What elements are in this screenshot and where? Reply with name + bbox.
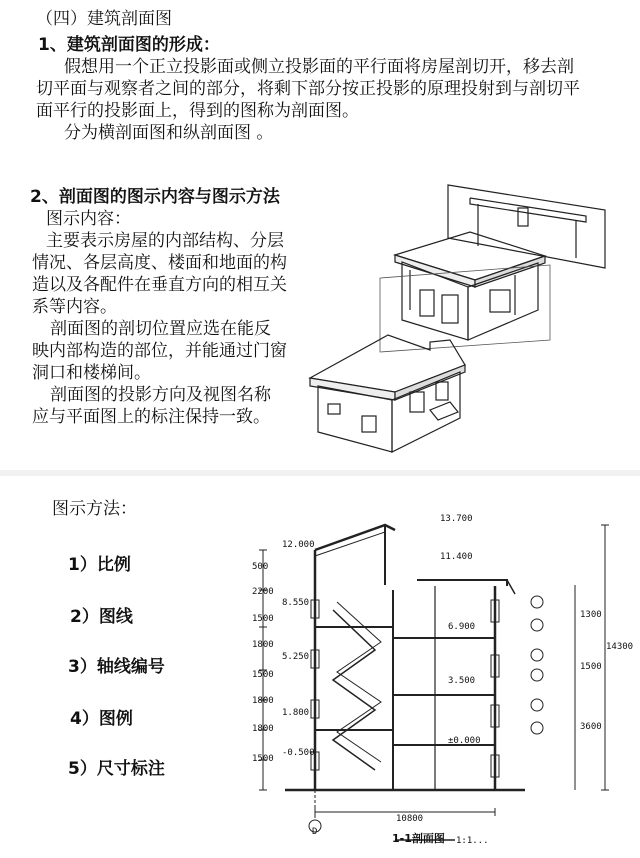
axis-label: D <box>312 827 318 837</box>
bottom-dim-label: 10800 <box>396 814 424 824</box>
dim-label: 1800 <box>252 640 274 650</box>
part1-line: 面平行的投影面上，得到的图称为剖面图。 <box>36 101 359 121</box>
method-item: 1）比例 <box>68 555 131 575</box>
part1-line: 分为横剖面图和纵剖面图 。 <box>64 123 274 143</box>
elevation-label: ±0.000 <box>448 736 481 746</box>
dim-label: 1800 <box>252 724 274 734</box>
part2-line: 系等内容。 <box>32 297 117 317</box>
method-item: 4）图例 <box>70 709 133 729</box>
drawing-caption: 1-1剖面图 <box>392 832 445 845</box>
part2-line: 主要表示房屋的内部结构、分层 <box>46 231 284 251</box>
drawing-scale: 1:1... <box>456 836 489 846</box>
elevation-label: 13.700 <box>440 514 473 524</box>
dim-label: 1500 <box>252 754 274 764</box>
part1-line: 假想用一个正立投影面或侧立投影面的平行面将房屋剖切开，移去剖 <box>64 57 574 77</box>
dim-label: 2200 <box>252 587 274 597</box>
dim-label: 1500 <box>580 662 602 672</box>
part2-line: 情况、各层高度、楼面和地面的构 <box>32 253 287 273</box>
part2-line: 洞口和楼梯间。 <box>32 363 151 383</box>
dim-label: 1500 <box>252 614 274 624</box>
elevation-label: 11.400 <box>440 552 473 562</box>
part2-subheading: 图示内容： <box>46 209 131 229</box>
part2-line: 映内部构造的部位，并能通过门窗 <box>32 341 287 361</box>
method-item: 2）图线 <box>70 607 133 627</box>
total-height-label: 14300 <box>606 642 634 652</box>
bottom-slide <box>0 476 640 858</box>
elevation-label: 8.550 <box>282 598 310 608</box>
methods-title: 图示方法： <box>52 499 137 519</box>
method-item: 5）尺寸标注 <box>68 759 165 779</box>
elevation-label: 5.250 <box>282 652 310 662</box>
dim-label: 1300 <box>580 610 602 620</box>
dim-label: 1500 <box>252 670 274 680</box>
elevation-label: 3.500 <box>448 676 476 686</box>
dim-label: 3600 <box>580 722 602 732</box>
elevation-label: 1.800 <box>282 708 310 718</box>
elevation-label: 6.900 <box>448 622 476 632</box>
elevation-label: -0.500 <box>282 748 315 758</box>
elevation-label: 12.000 <box>282 540 315 550</box>
part2-line: 剖面图的投影方向及视图名称 <box>50 385 271 405</box>
section-title: （四）建筑剖面图 <box>36 9 172 29</box>
part2-line: 造以及各配件在垂直方向的相互关 <box>32 275 287 295</box>
part2-line: 剖面图的剖切位置应选在能反 <box>50 319 271 339</box>
part2-heading: 2、剖面图的图示内容与图示方法 <box>30 187 280 207</box>
section-cut-illustration <box>300 160 630 460</box>
dim-label: 1800 <box>252 696 274 706</box>
dim-label: 500 <box>252 562 269 572</box>
part2-line: 应与平面图上的标注保持一致。 <box>32 407 270 427</box>
method-item: 3）轴线编号 <box>68 657 165 677</box>
part1-line: 切平面与观察者之间的部分，将剩下部分按正投影的原理投射到与剖切平 <box>36 79 580 99</box>
part1-heading: 1、建筑剖面图的形成： <box>38 35 220 55</box>
